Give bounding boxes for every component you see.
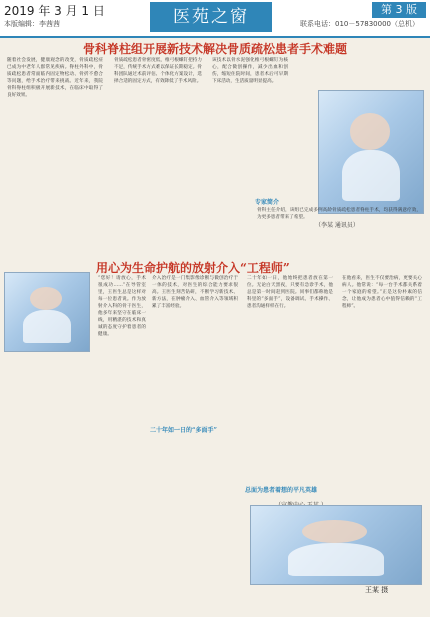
article2-text-1: “您好！请放心，手术很成功……”在导管室里，王医生总是这样对每一位患者说。作为放射介入科的骨干医生，他多年来坚守在临床一线，用精湛的技术和真诚的态度守护着患者的健康。 [98, 276, 146, 337]
header-rule [0, 36, 430, 38]
article2-column-4 [340, 275, 424, 500]
article1-text-1: 随着社会发展，健康观念的改变，骨质疏松症已成为中老年人群常见疾病。脊柱外科中，骨质疏松患者常面临内固定物松动、骨折不愈合等问题，给手术治疗带来挑战。近年来，我院骨科脊柱组积极开展新技术，在临床中取得了良好效果。 [7, 58, 103, 98]
article2-column-2 [150, 275, 240, 510]
surgery-photo [4, 272, 90, 352]
article1-column-4 [255, 207, 423, 245]
article2-text-3: 二十年如一日，他始终把患者放在第一位。无论白天黑夜，只要有急诊手术，他总是第一时间赶到医院。同事们都称他是科里的“多面手”，设备调试、手术操作、患者沟通样样在行。 [247, 276, 333, 309]
article1-subheading: 专家简介 [255, 199, 280, 206]
photo-caption: 王某 摄 [365, 586, 389, 594]
article1-title: 骨科脊柱组开展新技术解决骨质疏松患者手术难题 [82, 42, 347, 56]
page-number: 第 3 版 [372, 2, 426, 18]
issue-date: 2019 年 3 月 1 日 [4, 4, 105, 18]
article2-text-4: 在他看来，医生不仅要治病，更要关心病人。他常说：“每一台手术都关系着一个家庭的希望。”正是这份朴素的信念，让他成为患者心中值得信赖的“工程师”。 [342, 276, 422, 309]
editor-line: 本版编辑：李茜茜 [4, 20, 60, 28]
article1-author: （李某 通讯员） [315, 222, 359, 229]
contact-line: 联系电话：010－57830000（总机） [300, 20, 419, 28]
portrait-photo [318, 90, 424, 214]
lab-photo [250, 505, 422, 585]
article1-text-4: 骨科主任介绍，该组已完成多例高龄骨质疏松患者脊柱手术，均获得满意疗效，为更多患者带来了希望。 [257, 208, 421, 220]
article2-column-3 [245, 275, 335, 490]
article1-text-2: 骨质疏松患者骨密度低，椎弓根螺钉把持力不足，传统手术方式难以保证长期稳定。骨科团队通过术前评估、个体化方案设计，选择合适的固定方式，有效降低了手术风险。 [114, 58, 202, 84]
article2-column-1 [96, 275, 148, 425]
topbar [0, 0, 430, 38]
section-banner: 医苑之窗 [150, 2, 272, 32]
article2-text-2: 介入治疗是一门集影像诊断与微创治疗于一体的技术，对医生的综合能力要求很高。王医生刻苦钻研，不断学习新技术、新方法，在肿瘤介入、血管介入等领域积累了丰富经验。 [152, 276, 238, 309]
article1-text-3: 该技术以骨水泥强化椎弓根螺钉为核心，配合微创操作，减少出血和创伤，缩短住院时间，患者术后可早期下床活动，生活质量明显提高。 [212, 58, 288, 84]
article1-column-1 [5, 57, 105, 247]
article2-subheading: 二十年如一日的“多面手” [150, 427, 217, 434]
article2-title: 用心为生命护航的放射介入“工程师” [96, 261, 290, 275]
article1-column-2 [112, 57, 204, 247]
article2-subheading-2: 总面为患者着想的平凡英雄 [245, 487, 318, 494]
